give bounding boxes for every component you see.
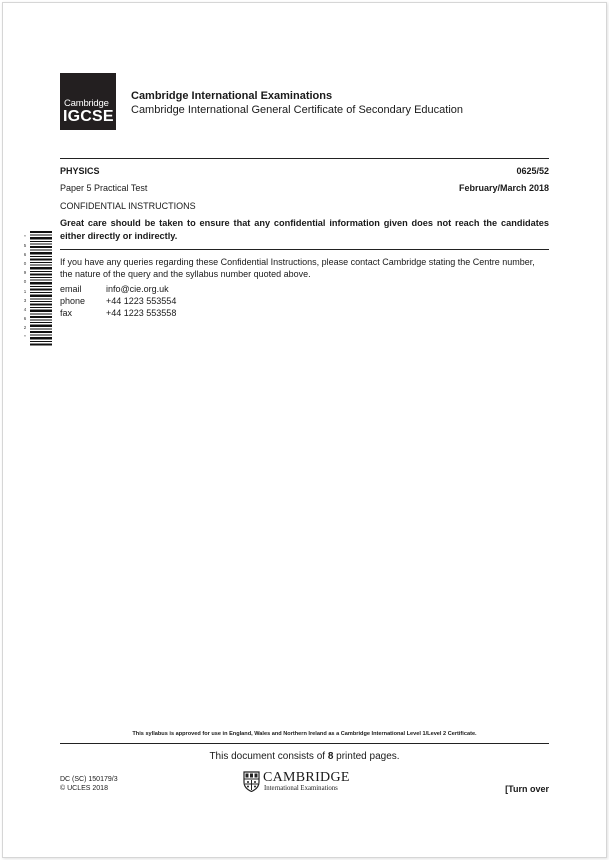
barcode-digit: 6: [23, 252, 27, 258]
paper-title: Paper 5 Practical Test: [60, 183, 148, 193]
cambridge-igcse-logo: [60, 73, 116, 130]
contact-label: fax: [60, 308, 73, 318]
logo-line-1: Cambridge: [64, 98, 109, 109]
document-codes: [60, 775, 118, 793]
barcode-digit: 6: [23, 315, 27, 321]
contact-phone: +44 1223 553554: [106, 296, 177, 306]
logo-line-2: IGCSE: [63, 108, 114, 125]
confidentiality-warning: Great care should be taken to ensure that any confidential information given does not reach the candidates either directly or indirectly.: [60, 218, 549, 241]
barcode-digit: 5: [23, 243, 27, 249]
page: [2, 2, 607, 858]
contact-details: [60, 283, 176, 319]
barcode-digit: 0: [23, 261, 27, 267]
page-count-suffix: printed pages.: [333, 751, 400, 762]
syllabus-approval-note: This syllabus is approved for use in England, Wales and Northern Ireland as a Cambridge International Level 1/Level 2 Certificate.: [132, 731, 477, 737]
qualification-name: Cambridge International General Certificate of Secondary Education: [131, 104, 464, 116]
contact-label: phone: [60, 296, 86, 306]
barcode-digit: *: [24, 334, 26, 340]
contact-email: info@cie.org.uk: [106, 284, 169, 294]
page-count: 8: [327, 751, 334, 762]
contact-row: [60, 283, 176, 295]
barcode-digit: 3: [23, 297, 27, 303]
contact-row: [60, 295, 176, 307]
barcode-digit: 9: [23, 270, 27, 276]
barcode-digit: 1: [23, 288, 27, 294]
contact-fax: +44 1223 553558: [106, 308, 177, 318]
contact-label: email: [60, 284, 82, 294]
page-count-prefix: This document consists of: [209, 751, 328, 762]
organisation-name: Cambridge International Examinations: [131, 90, 333, 102]
divider-top: [60, 158, 549, 159]
page-count-statement: [60, 751, 549, 762]
barcode-digit: 2: [23, 324, 27, 330]
paper-code: 0625/52: [516, 166, 549, 176]
exam-session: February/March 2018: [458, 183, 549, 193]
cambridge-subtitle: International Examinations: [264, 785, 338, 792]
cambridge-wordmark: CAMBRIDGE: [263, 770, 350, 785]
contact-row: [60, 307, 176, 319]
barcode-digits: [21, 232, 29, 341]
divider-footer: [60, 743, 549, 744]
cambridge-crest-icon: [243, 771, 260, 792]
instructions-heading: CONFIDENTIAL INSTRUCTIONS: [60, 201, 196, 211]
copyright: © UCLES 2018: [60, 785, 108, 792]
subject-title: PHYSICS: [60, 166, 100, 176]
dc-code: DC (SC) 150179/3: [60, 776, 118, 783]
queries-paragraph: If you have any queries regarding these Confidential Instructions, please contact Cambridge stating the Centre number, the nature of the query and the syllabus number quoted above.: [60, 257, 535, 279]
barcode: [28, 231, 52, 346]
barcode-digit: 4: [23, 306, 27, 312]
divider-middle: [60, 249, 549, 250]
barcode-digit: *: [24, 234, 26, 239]
barcode-digit: 0: [23, 279, 27, 285]
turn-over: [Turn over: [505, 784, 549, 794]
